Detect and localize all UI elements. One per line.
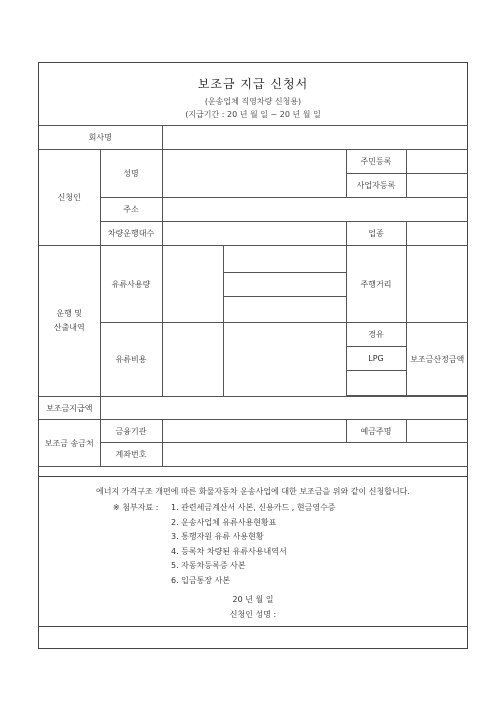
subsidy-amount-label: 보조금지급액 (39, 397, 100, 420)
mileage-field[interactable] (406, 246, 468, 323)
operation-section-label: 운행 및 산출내역 (39, 246, 100, 397)
resident-number-label: 주민등록 (346, 150, 406, 174)
fuel-usage-label: 유류사용량 (100, 246, 162, 323)
bank-label: 금융기관 (100, 420, 162, 443)
fuel-cost-blank[interactable] (162, 323, 223, 397)
fuel-cost-blank-row[interactable] (346, 371, 406, 396)
fuel-cost-blank-2[interactable] (223, 323, 346, 397)
lpg-label: LPG (346, 347, 406, 371)
depositor-field[interactable] (406, 420, 468, 443)
attachment-item (113, 559, 336, 574)
remittance-label: 보조금 송금처 (39, 420, 100, 467)
diesel-label: 경유 (346, 323, 406, 347)
company-name-field[interactable] (162, 126, 468, 150)
fuel-usage-row-3[interactable] (223, 297, 346, 323)
attachment-item (113, 545, 336, 560)
attachment-item (113, 574, 336, 589)
application-form (38, 62, 468, 649)
application-date: 20 년 월 일 (232, 595, 274, 604)
business-number-label: 사업자등록 (346, 174, 406, 198)
business-type-field[interactable] (406, 222, 468, 246)
form-table (39, 125, 468, 467)
applicant-signature: 신청인 성명 : (229, 610, 277, 619)
attachment-text: 1. 관련세금계산서 사본, 신용카드 , 현금영수증 (171, 503, 336, 512)
form-subtitle: (운송업체 직영차량 신청용) (204, 97, 302, 106)
subsidy-calc-label: 보조금산정금액 (406, 323, 468, 396)
attachment-text: 2. 운송사업체 유류사용현황표 (171, 517, 277, 527)
name-field[interactable] (162, 150, 346, 198)
account-number-field[interactable] (162, 443, 468, 467)
attachment-text: 3. 통행자원 유류 사용현황 (171, 532, 264, 541)
fuel-cost-label: 유류비용 (100, 323, 162, 397)
attachment-item (113, 501, 336, 516)
bottom-blank-row (39, 626, 467, 649)
payment-period: (지급기간 : 20 년 월 일 ~ 20 년 월 일 (185, 110, 321, 119)
attachments-list (113, 501, 336, 588)
attachment-text: 6. 입금통장 사본 (171, 575, 231, 585)
applicant-label: 신청인 (39, 150, 100, 246)
vehicle-count-label: 차량운행대수 (100, 222, 162, 246)
mileage-label: 주행거리 (346, 246, 406, 323)
form-header (39, 63, 467, 126)
attachment-item (113, 530, 336, 545)
subsidy-amount-field[interactable] (100, 397, 468, 420)
fuel-usage-row-1[interactable] (223, 246, 346, 273)
address-field[interactable] (162, 198, 468, 222)
business-type-label: 업종 (346, 222, 406, 246)
declaration-text: 에너지 가격구조 개편에 따른 화물자동차 운송사업에 대한 보조금을 위와 같이 신청합니다. (96, 487, 410, 496)
attachment-text: 4. 등록차 차량된 유류사용내역서 (171, 546, 287, 556)
form-title: 보조금 지급 신청서 (197, 77, 309, 91)
attachment-text: 5. 자동차등록증 사본 (171, 561, 246, 570)
address-label: 주소 (100, 198, 162, 222)
fuel-usage-row-2[interactable] (223, 273, 346, 297)
bank-field[interactable] (162, 420, 346, 443)
form-footer (39, 476, 467, 623)
resident-number-field[interactable] (406, 150, 468, 174)
company-name-label: 회사명 (39, 126, 162, 150)
name-label: 성명 (100, 150, 162, 198)
attachment-item (113, 516, 336, 531)
fuel-usage-blank[interactable] (162, 246, 223, 323)
attachments-label: ※ 첨부자료 : (113, 503, 159, 512)
vehicle-count-field[interactable] (162, 222, 346, 246)
depositor-label: 예금주명 (346, 420, 406, 443)
account-number-label: 계좌번호 (100, 443, 162, 467)
business-number-field[interactable] (406, 174, 468, 198)
